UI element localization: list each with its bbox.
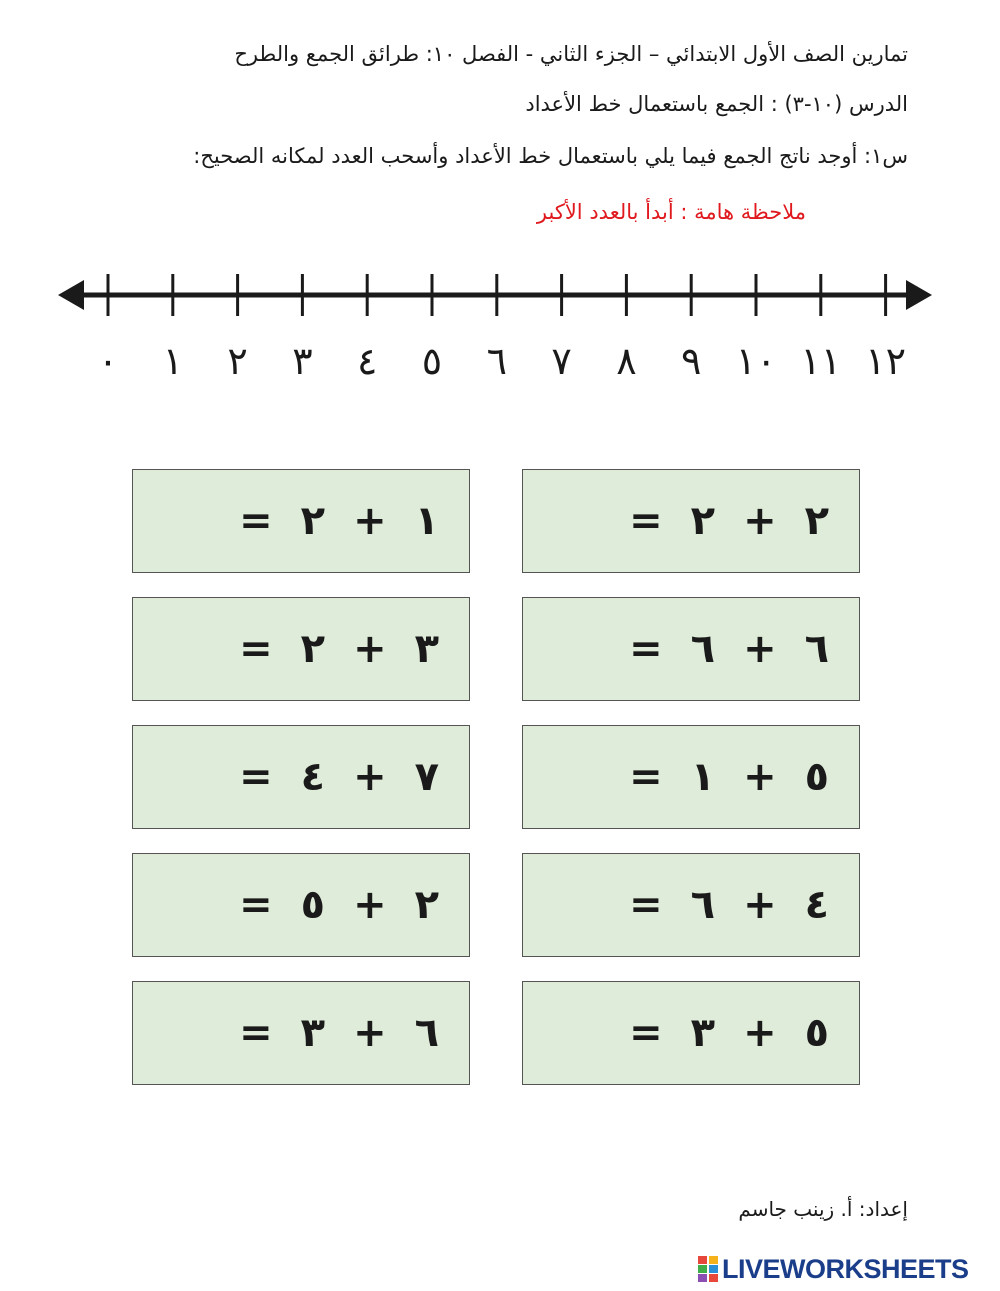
tick-label: ٨ [616,339,637,383]
equation-box[interactable] [522,853,860,957]
equation-box[interactable] [522,725,860,829]
equation-box[interactable] [522,469,860,573]
equation-box[interactable] [132,853,470,957]
left-arrow-icon [58,280,84,310]
equation: ٧ + ٤ = [239,754,439,800]
tick-label: ١٠ [735,339,777,383]
brand-text: LIVEWORKSHEETS [722,1253,969,1284]
equation-box[interactable] [132,469,470,573]
equation-box[interactable] [522,981,860,1085]
tick-label: ١١ [800,339,842,383]
tick-label: ٧ [551,339,572,383]
tick-label: ٩ [680,339,702,383]
tick-label: ١ [162,339,184,383]
tick-label: ٠ [97,339,119,383]
equation: ٦ + ٦ = [629,626,829,672]
equation-box[interactable] [132,597,470,701]
tick-label: ٦ [486,339,508,383]
author-credit: إعداد: أ. زينب جاسم [738,1197,908,1221]
equation-box[interactable] [132,725,470,829]
equation-box[interactable] [522,597,860,701]
equation: ٢ + ٥ = [239,882,439,928]
worksheet-title: تمارين الصف الأول الابتدائي – الجزء الثاني - الفصل ١٠: طرائق الجمع والطرح [234,42,908,66]
tick-label: ١٢ [865,339,907,383]
equation-box[interactable] [132,981,470,1085]
equation: ٢ + ٢ = [629,498,829,544]
right-arrow-icon [906,280,932,310]
important-note: ملاحظة هامة : أبدأ بالعدد الأكبر [536,200,806,224]
tick-label: ٤ [356,339,378,383]
equation: ٥ + ٣ = [629,1010,829,1056]
liveworksheets-logo-icon [698,1256,718,1282]
equation: ٥ + ١ = [629,754,829,800]
tick-label: ٣ [292,339,313,383]
question-text: س١: أوجد ناتج الجمع فيما يلي باستعمال خط الأعداد وأسحب العدد لمكانه الصحيح: [193,144,908,168]
tick-label: ٢ [227,339,248,383]
lesson-title: الدرس (١٠-٣) : الجمع باستعمال خط الأعداد [525,92,908,116]
equation: ١ + ٢ = [239,498,439,544]
equation: ٦ + ٣ = [239,1010,439,1056]
tick-label: ٥ [421,339,443,383]
brand-logo[interactable] [698,1254,994,1284]
number-line [58,270,938,390]
equation: ٣ + ٢ = [239,626,439,672]
equation: ٤ + ٦ = [629,882,829,928]
